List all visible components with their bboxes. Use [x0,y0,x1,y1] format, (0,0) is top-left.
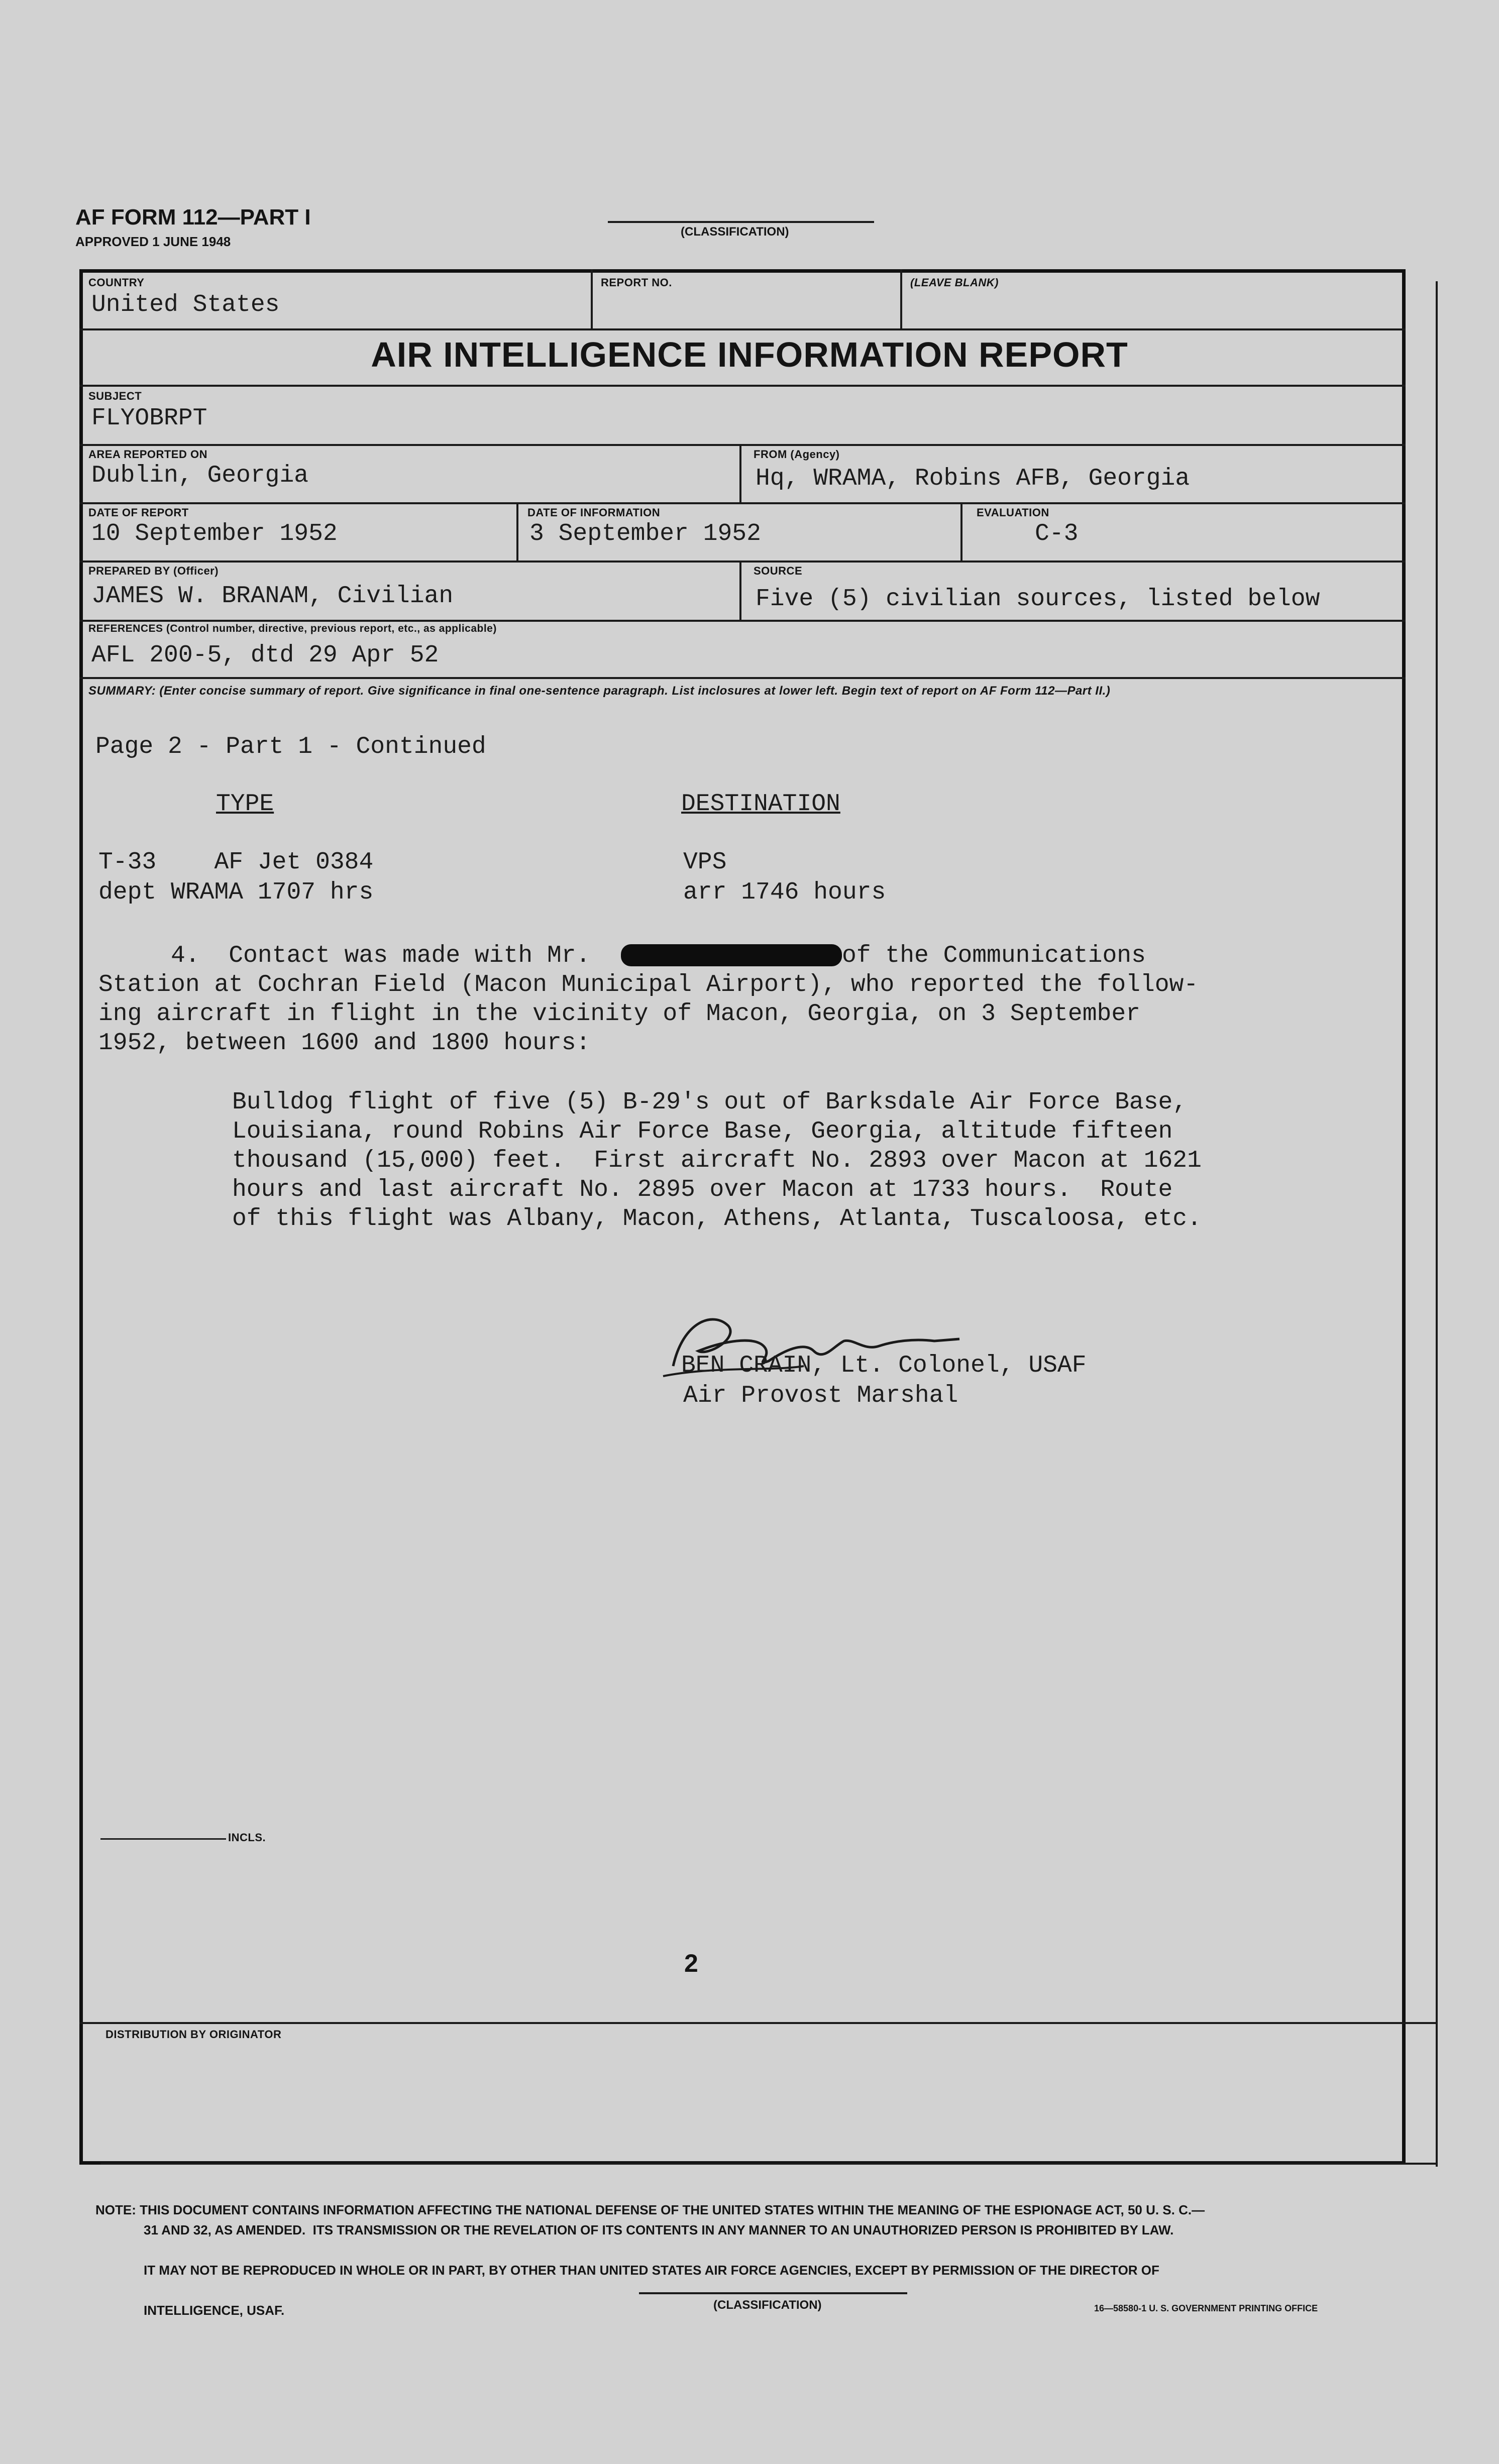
page-continued-line: Page 2 - Part 1 - Continued [95,733,486,760]
report-no-label: REPORT NO. [601,276,672,289]
printer-imprint: 16—58580-1 U. S. GOVERNMENT PRINTING OFFICE [1094,2303,1318,2313]
incls-label: INCLS. [228,1831,266,1844]
references-value: AFL 200-5, dtd 29 Apr 52 [91,642,439,669]
col-line-area [739,444,741,503]
classification-line-top [608,221,874,223]
area-value: Dublin, Georgia [91,462,309,489]
row-line-7 [79,677,1406,679]
type-row-1: T-33 AF Jet 0384 [98,849,374,876]
destination-row-1: VPS [683,849,727,876]
summary-label: SUMMARY: (Enter concise summary of report. Give significance in final one-sentence paragraph. List inclosures at lower left. Begin text of report on AF Form 112—Part II.) [88,684,1111,698]
footer-note-line-4: INTELLIGENCE, USAF. [144,2303,285,2318]
paragraph-4-line-1a: 4. Contact was made with Mr. [98,942,591,969]
destination-row-2: arr 1746 hours [683,879,886,906]
row-line-4 [79,502,1406,504]
redaction-bar [621,944,842,966]
distribution-line [79,2022,1436,2024]
column-destination-heading: DESTINATION [681,791,840,818]
date-report-value: 10 September 1952 [91,520,338,547]
row-line-6 [79,620,1406,622]
footer-note [95,2180,1205,2340]
signature-title: Air Provost Marshal [683,1382,958,1409]
type-row-2: dept WRAMA 1707 hrs [98,879,374,906]
row-line-1 [79,328,1406,330]
page-number: 2 [684,1949,698,1977]
classification-line-bottom [639,2292,907,2294]
quote-line-4: hours and last aircraft No. 2895 over Macon at 1733 hours. Route [232,1176,1173,1203]
footer-note-line-2: 31 AND 32, AS AMENDED. ITS TRANSMISSION OR THE REVELATION OF ITS CONTENTS IN ANY MANNER TO AN UNAUTHORIZED PERSON IS PROHIBITED BY LAW. [144,2222,1174,2237]
distribution-label: DISTRIBUTION BY ORIGINATOR [105,2028,282,2041]
paragraph-4-line-3: ing aircraft in flight in the vicinity of Macon, Georgia, on 3 September [98,1000,1140,1028]
references-label: REFERENCES (Control number, directive, previous report, etc., as applicable) [88,623,497,634]
quote-line-2: Louisiana, round Robins Air Force Base, Georgia, altitude fifteen [232,1118,1173,1145]
paragraph-4-line-4: 1952, between 1600 and 1800 hours: [98,1030,591,1057]
col-line-date [516,502,518,562]
country-label: COUNTRY [88,276,145,289]
prepared-by-value: JAMES W. BRANAM, Civilian [91,583,454,610]
subject-value: FLYOBRPT [91,405,207,432]
classification-label-bottom: (CLASSIFICATION) [713,2298,822,2312]
source-value: Five (5) civilian sources, listed below [756,586,1320,613]
row-line-2 [79,385,1406,387]
date-info-value: 3 September 1952 [529,520,761,547]
date-info-label: DATE OF INFORMATION [527,506,661,519]
col-line-prepared [739,561,741,620]
quote-line-5: of this flight was Albany, Macon, Athens, Atlanta, Tuscaloosa, etc. [232,1205,1202,1233]
footer-note-line-1: NOTE: THIS DOCUMENT CONTAINS INFORMATION AFFECTING THE NATIONAL DEFENSE OF THE UNITED STATES WITHIN THE MEANING OF THE ESPIONAGE ACT, 50 U. S. C.— [95,2202,1205,2217]
date-report-label: DATE OF REPORT [88,506,189,519]
paragraph-4-line-2: Station at Cochran Field (Macon Municipal Airport), who reported the follow- [98,971,1199,998]
col-line-info [960,502,962,562]
col-line-country [591,269,593,329]
source-label: SOURCE [754,565,803,577]
frame-right-line [1436,281,1438,2167]
evaluation-value: C-3 [1035,520,1079,547]
report-title: AIR INTELLIGENCE INFORMATION REPORT [371,335,1128,374]
form-approved: APPROVED 1 JUNE 1948 [75,234,231,249]
bottom-frame-line [100,2163,1438,2165]
prepared-by-label: PREPARED BY (Officer) [88,565,219,577]
form-id: AF FORM 112—PART I [75,205,311,230]
from-label: FROM (Agency) [754,448,840,461]
evaluation-label: EVALUATION [977,506,1049,519]
country-value: United States [91,291,280,318]
footer-note-line-3: IT MAY NOT BE REPRODUCED IN WHOLE OR IN PART, BY OTHER THAN UNITED STATES AIR FORCE AGENCIES, EXCEPT BY PERMISSION OF THE DIRECTOR OF [144,2263,1159,2278]
row-line-5 [79,561,1406,563]
area-label: AREA REPORTED ON [88,448,207,461]
col-line-reportno [900,269,902,329]
incls-line [100,1838,226,1840]
signature-name: BEN CRAIN, Lt. Colonel, USAF [681,1352,1087,1379]
paragraph-4-line-1b: of the Communications [842,942,1146,969]
column-type-heading: TYPE [216,791,274,818]
subject-label: SUBJECT [88,390,142,402]
classification-label-top: (CLASSIFICATION) [681,225,789,239]
row-line-3 [79,444,1406,446]
quote-line-3: thousand (15,000) feet. First aircraft No. 2893 over Macon at 1621 [232,1147,1202,1174]
leave-blank-label: (LEAVE BLANK) [910,276,999,289]
quote-line-1: Bulldog flight of five (5) B-29's out of Barksdale Air Force Base, [232,1089,1188,1116]
from-value: Hq, WRAMA, Robins AFB, Georgia [756,465,1190,492]
